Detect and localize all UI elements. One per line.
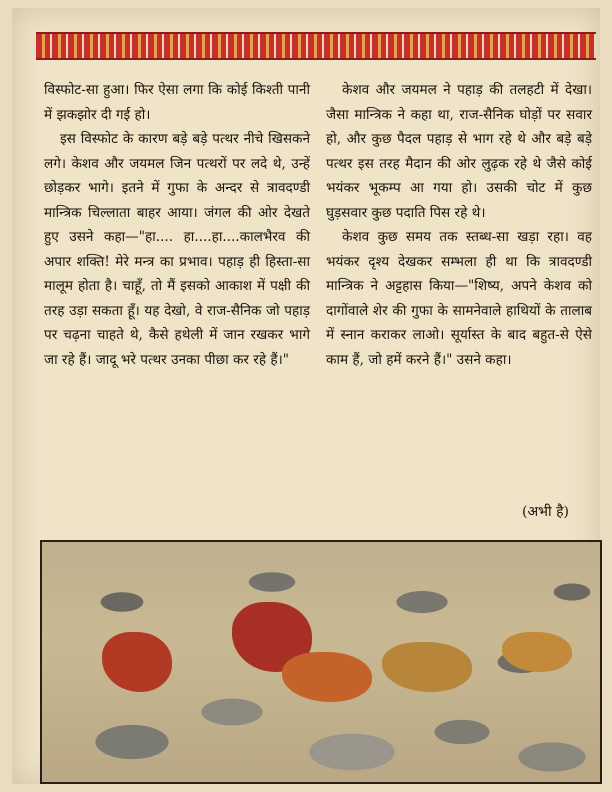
- left-paragraph-2: इस विस्फोट के कारण बड़े बड़े पत्थर नीचे खिसकने लगे। केशव और जयमल जिन पत्थरों पर लदे थे, उन्हें छोड़कर भागे। इतने में गुफा के अन्दर से त्रावदण्डी मान्त्रिक चिल्लाता बाहर आया। जंगल की ओर देखते हुए उसने कहा—"हा.... हा....हा....कालभैरव की अपार शक्ति! मेरे मन्त्र का प्रभाव। पहाड़ ही हिस्ता-सा मालूम होता है। चाहूँ, तो मैं इसको आकाश में पक्षी की तरह उड़ा सकता हूँ। यह देखो, वे राज-सैनिक जो पहाड़ पर चढ़ना चाहते थे, कैसे हथेली में जान रखकर भागे जा रहे हैं। जादू भरे पत्थर उनका पीछा कर रहे हैं।": [44, 131, 310, 368]
- right-paragraph-1: केशव और जयमल ने पहाड़ की तलहटी में देखा। जैसा मान्त्रिक ने कहा था, राज-सैनिक घोड़ों पर सवार हो, और कुछ पैदल पहाड़ से भाग रहे थे और बड़े बड़े पत्थर इस तरह मैदान की ओर लुढ़क रहे थे जैसे कोई भयंकर भूकम्प आ गया हो। उसकी चोट में कुछ घुड़सवार कुछ पदाति पिस रहे थे।: [326, 82, 592, 221]
- left-text-column: [44, 78, 310, 372]
- decorative-header-border: [36, 32, 596, 60]
- fallen-soldier-figure: [282, 652, 372, 702]
- right-paragraph-2: केशव कुछ समय तक स्तब्ध-सा खड़ा रहा। वह भयंकर दृश्य देखकर सम्भला ही था कि त्रावदण्डी मान्त्रिक ने अट्टहास किया—"शिष्य, अपने केशव को दागोंवाले शेर की गुफा के सामनेवाले हाथियों के तालाब में स्नान कराकर लाओ। सूर्यास्त के बाद बहुत-से ऐसे काम हैं, जो हमें करने हैं।" उसने कहा।: [326, 229, 592, 368]
- illustration-falling-rocks: [40, 540, 602, 784]
- fallen-horse-figure: [382, 642, 472, 692]
- right-text-column: [326, 78, 592, 372]
- fallen-soldier-figure: [502, 632, 572, 672]
- fallen-soldier-figure: [102, 632, 172, 692]
- left-paragraph-1: विस्फोट-सा हुआ। फिर ऐसा लगा कि कोई किश्ती पानी में झकझोर दी गई हो।: [44, 82, 310, 123]
- continued-marker: (अभी है): [522, 504, 569, 520]
